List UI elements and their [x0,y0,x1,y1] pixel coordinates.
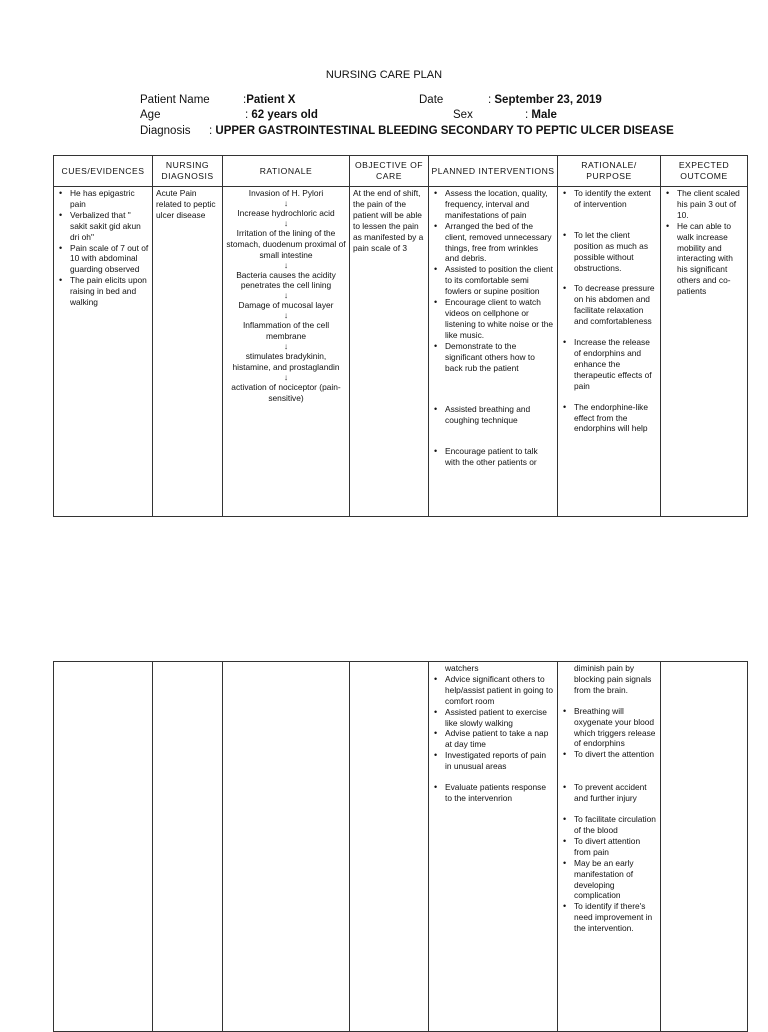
rationale-step: Increase hydrochloric acid [237,207,335,218]
list-item: • May be an early manifestation of developing complication [561,858,657,902]
list-item: • Encourage patient to talk with the other patients or [432,446,554,468]
table-header-row [54,156,748,187]
objective-text: At the end of shift, the pain of the patient will be able to lessen the pain as manifested by a pain scale of 3 [353,188,424,253]
list-item: • The pain elicits upon raising in bed and walking [57,275,149,308]
nursing-diagnosis-cell [153,187,223,517]
age-label: Age [140,109,161,121]
list-item: • Pain scale of 7 out of 10 with abdominal guarding observed [57,243,149,276]
objective-cell [350,187,429,517]
list-item: • To prevent accident and further injury [561,782,657,804]
column-header: PLANNED INTERVENTIONS [429,156,558,187]
rationale-step: activation of nociceptor (pain-sensitive) [231,381,341,403]
table-row [54,187,748,517]
age-value: : 62 years old [245,109,318,121]
table-row [54,662,748,1032]
list-item: • Verbalized that " sakit sakit gid akun dri oh" [57,210,149,243]
list-item: • To decrease pressure on his abdomen and facilitate relaxation and comfortableness [561,283,657,327]
date-value: : September 23, 2019 [488,94,602,106]
interventions-cell [429,662,558,1032]
column-header: EXPECTED OUTCOME [661,156,748,187]
list-item: • Encourage client to watch videos on cellphone or listening to white noise or the like music. [432,297,554,341]
list-item: • Evaluate patients response to the intervenrion [432,782,554,804]
nursing-diagnosis-text: Acute Pain related to peptic ulcer disease [156,188,216,220]
patient-name-label: Patient Name [140,94,210,106]
list-item: • Arranged the bed of the client, removed unnecessary things, free from wrinkles and debris. [432,221,554,265]
rationale-cell [223,187,350,517]
cues-cell [54,662,153,1032]
cues-cell [54,187,153,517]
down-arrow-icon: ↓ [283,310,289,321]
outcome-cell [661,662,748,1032]
rationale-step: Irritation of the lining of the stomach, duodenum proximal of small intestine [226,227,346,260]
list-item: • He can able to walk increase mobility and interacting with his significant others and co-patients [664,221,744,297]
purpose-cell [558,662,661,1032]
list-item: • To divert the attention [561,749,657,760]
rationale-step: Damage of mucosal layer [238,300,334,311]
down-arrow-icon: ↓ [283,197,289,208]
list-item: • Assess the location, quality, frequency, interval and manifestations of pain [432,188,554,221]
diagnosis-value: : UPPER GASTROINTESTINAL BLEEDING SECONDARY TO PEPTIC ULCER DISEASE [209,125,674,137]
down-arrow-icon: ↓ [283,341,289,352]
interventions-cell [429,187,558,517]
age-text: 62 years old [251,109,318,121]
nursing-diagnosis-cell [153,662,223,1032]
list-item: • To identify the extent of intervention [561,188,657,210]
list-item: • To identify if there's need improvement in the intervention. [561,901,657,934]
list-item: • Increase the release of endorphins and enhance the therapeutic effects of pain [561,337,657,392]
list-item: • To let the client position as much as possible without obstructions. [561,230,657,274]
list-item: • Advice significant others to help/assist patient in going to comfort room [432,674,554,707]
care-plan-table-page2 [53,661,748,1032]
down-arrow-icon: ↓ [283,259,289,270]
list-item: • Assisted patient to exercise like slowly walking [432,707,554,729]
patient-name-value: :Patient X [243,94,296,106]
rationale-step: Invasion of H. Pylori [248,188,324,198]
list-item: • To facilitate circulation of the blood [561,814,657,836]
objective-cell [350,662,429,1032]
purpose-cell [558,187,661,517]
list-item: • Assisted breathing and coughing technique [432,404,554,426]
down-arrow-icon: ↓ [283,290,289,301]
purpose-continuation: diminish pain by blocking pain signals from the brain. [574,663,652,695]
outcome-cell [661,187,748,517]
document-title: NURSING CARE PLAN [325,69,443,81]
list-item: • Advise patient to take a nap at day time [432,728,554,750]
list-item: • He has epigastric pain [57,188,149,210]
rationale-step: Inflammation of the cell membrane [242,320,330,342]
list-item: • Breathing will oxygenate your blood which triggers release of endorphins [561,706,657,750]
column-header: OBJECTIVE OF CARE [350,156,429,187]
list-item: • Assisted to position the client to its comfortable semi fowlers or supine position [432,264,554,297]
down-arrow-icon: ↓ [283,371,289,382]
column-header: RATIONALE [223,156,350,187]
patient-name-text: Patient X [246,94,296,106]
intervention-continuation: watchers [445,663,479,673]
sex-text: Male [531,109,557,121]
column-header: NURSING DIAGNOSIS [153,156,223,187]
down-arrow-icon: ↓ [283,217,289,228]
list-item: • Investigated reports of pain in unusual areas [432,750,554,772]
rationale-step: Bacteria causes the acidity penetrates the cell lining [236,269,336,291]
care-plan-table-page1 [53,155,748,517]
diagnosis-text: UPPER GASTROINTESTINAL BLEEDING SECONDARY TO PEPTIC ULCER DISEASE [215,125,674,137]
rationale-cell [223,662,350,1032]
column-header: RATIONALE/ PURPOSE [558,156,661,187]
sex-label: Sex [453,109,473,121]
date-label: Date [419,94,444,106]
list-item: • To divert attention from pain [561,836,657,858]
list-item: • Demonstrate to the significant others how to back rub the patient [432,341,554,374]
rationale-step: stimulates bradykinin, histamine, and prostaglandin [232,351,340,372]
diagnosis-label: Diagnosis [140,125,191,137]
date-text: September 23, 2019 [494,94,602,106]
list-item: • The endorphine-like effect from the endorphins will help [561,402,657,435]
column-header: CUES/EVIDENCES [54,156,153,187]
sex-value: : Male [525,109,557,121]
list-item: • The client scaled his pain 3 out of 10. [664,188,744,221]
